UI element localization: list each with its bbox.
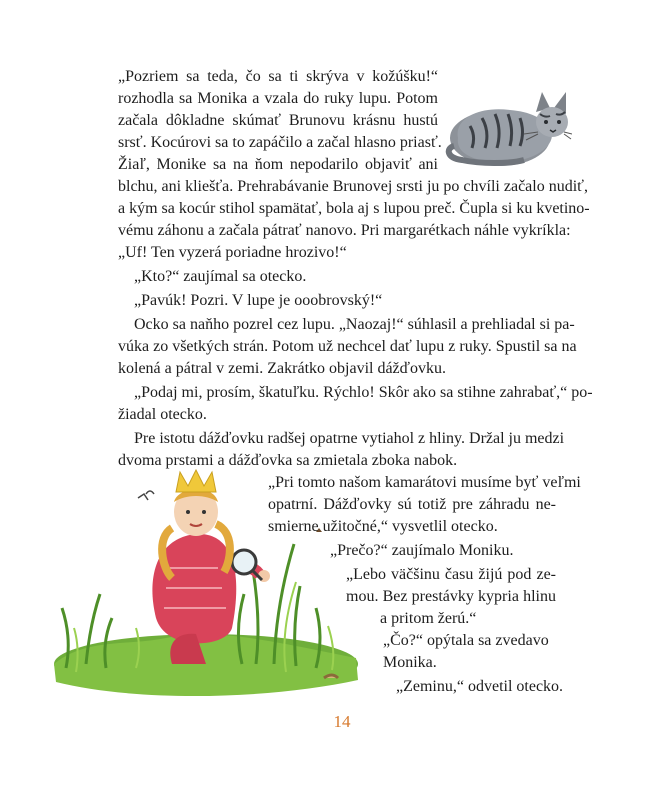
text-line: vúka zo všetkých strán. Potom už nechcel dať lupu z ruky. Spustil sa na xyxy=(118,338,577,355)
text-line: „Pri tomto našom kamarátovi musíme byť veľmi xyxy=(268,474,581,491)
text-line: dvoma prstami a dážďovka sa zmietala zboka nabok. xyxy=(118,452,458,469)
text-line: smierne užitočné,“ vysvetlil otecko. xyxy=(268,518,498,535)
text-line: srsť. Kocúrovi sa to zapáčilo a začal hlasno priasť. xyxy=(118,134,442,151)
text-line: Pre istotu dážďovku radšej opatrne vytiahol z hliny. Držal ju medzi xyxy=(134,430,565,447)
page-number: 14 xyxy=(333,712,351,731)
text-line: Žiaľ, Monike sa na ňom nepodarilo objaviť ani xyxy=(118,156,438,173)
text-line: „Uf! Ten vyzerá poriadne hrozivo!“ xyxy=(118,244,347,261)
text-line: blchu, ani kliešťa. Prehrabávanie Brunovej srsti ju po chvíli začalo nudiť, xyxy=(118,178,588,195)
text-line: vému záhonu a začala pátrať nanovo. Pri margarétkach náhle vykríkla: xyxy=(118,222,571,239)
text-line: rozhodla sa Monika a vzala do ruky lupu. Potom xyxy=(118,90,438,107)
text-line: „Lebo väčšinu času žijú pod ze- xyxy=(346,566,556,583)
text-line: „Pozriem sa teda, čo sa ti skrýva v kožúšku!“ xyxy=(118,68,438,85)
text-line: „Pavúk! Pozri. V lupe je ooobrovský!“ xyxy=(134,292,383,309)
text-line: Monika. xyxy=(383,654,437,671)
text-line: mou. Bez prestávky kypria hlinu xyxy=(346,588,556,605)
text-line: „Podaj mi, prosím, škatuľku. Rýchlo! Skôr ako sa stihne zahrabať,“ po- xyxy=(134,384,593,401)
text-line: a pritom žerú.“ xyxy=(380,610,477,627)
text-line: opatrní. Dážďovky sú totiž pre záhradu ne- xyxy=(268,496,556,513)
cat-illustration xyxy=(440,78,572,170)
text-line: „Čo?“ opýtala sa zvedavo xyxy=(383,632,549,649)
text-line: „Zeminu,“ odvetil otecko. xyxy=(396,678,564,695)
text-line: kolená a pátral v zemi. Zakrátko objavil dážďovku. xyxy=(118,360,446,377)
text-line: „Kto?“ zaujímal sa otecko. xyxy=(134,268,307,285)
text-line: žiadal otecko. xyxy=(118,406,207,423)
text-line: začala dôkladne skúmať Brunovu krásnu hustú xyxy=(118,112,438,129)
text-line: Ocko sa naňho pozrel cez lupu. „Naozaj!“ súhlasil a prehliadal si pa- xyxy=(134,316,575,333)
text-line: „Prečo?“ zaujímalo Moniku. xyxy=(330,542,514,559)
text-line: a kým sa kocúr stihol spamätať, bola aj s lupou preč. Čupla si ku kvetino- xyxy=(118,200,590,217)
